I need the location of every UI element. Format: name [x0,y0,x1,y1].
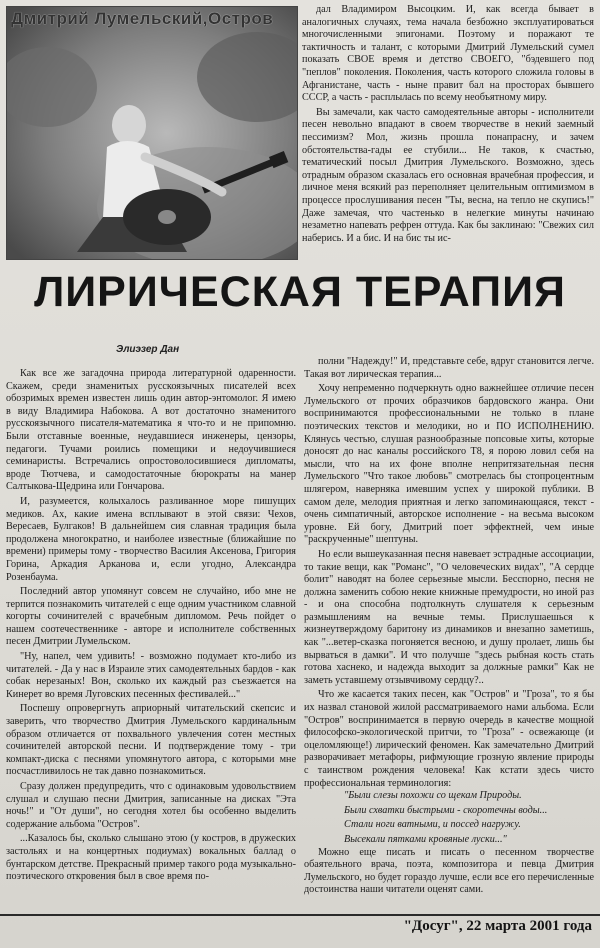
article-headline: ЛИРИЧЕСКАЯ ТЕРАПИЯ [34,268,566,316]
photo-caption: Дмитрий Лумельский,Остров [11,9,274,28]
paragraph: Сразу должен предупредить, что с одинаковым удовольствием слушал и слушаю песни Дмитрия, записанные на дисках "Эта ночь!" и "От души", но сегодня хотел бы особенно выделить содержание альбома "Остров". [6,781,296,830]
poem-line: Стали ноги ватными, и поссед нагружу. [344,819,521,831]
paragraph: дал Владимиром Высоцким. И, как всегда бывает в аналогичных случаях, тема начала безбожно эксплуатироваться многочисленными эпигонами. Поэтому и поражают те тактичность и талант, с которыми Дмитрий Лумельский сумел показать СВОЕ время и детство СВОЕГО, "бэдевшего под "пеплов" поколения. Поколения, часть которого сложила головы в Афганистане, часть - ныне правит бал на просторах бывшего СССР, а часть - расплылась по всему необъятному миру. [302,4,594,104]
closing-paragraph: Можно еще писать и писать о песенном творчестве обаятельного врача, поэта, композитора и певца Дмитрия Лумельского, но будет гораздо лучше, если все его перечисленные достоинства наши читатели оценят сами. [304,846,594,896]
column-top-right [302,4,594,256]
source-line: "Досуг", 22 марта 2001 года [403,918,592,934]
paragraph: Хочу непременно подчеркнуть одно важнейшее отличие песен Лумельского от прочих образчиков бардовского жанра. Они воспринимаются профессиональными не только в плане поэтических текстов и мелодики, но и ПО ИСПОЛНЕНИЮ. Клянусь честью, слушая разнообразные попсовые хиты, которые доносят до нас каналы российского Т8, я порою ловил себя на мысли, что на их фоне вполне непритязательная песня Лумельского "Что такое любовь" смотрелась бы стопроцентным шлягером, наверняка имевшим успех у широкой публики. В самом деле, мелодия приятная и легко запоминающаяся, текст - очень симпатичный, авторское исполнение - на весьма высоком уровне. Ей богу, Дмитрий поет эффектней, чем иные "раскрученные" шептуны. [304,383,594,546]
paragraph: Но если вышеуказанная песня навевает эстрадные ассоциации, то такие вещи, как "Романс", "О человеческих видах", "А сердце болит" наводят на более серьезные мысли. Бесспорно, песня не должна заменить собою некие книжные премудрости, но иной раз - и она способна подтолкнуть слушателя к серьезным размышлениям на вечные темы. Прислушаешься к жизнеутверждому баритону из динамиков и внезапно заметишь, как "...ветер-сказка погоняется весною, и душу пролает, лишь бы вырваться в дамки". И что получше "здесь рыбная кость стать готова хаснеко, и надежда выходит за должные рамки" Как не заметь уставшему отзывчивому сердцу?.. [304,548,594,686]
footer-rule [0,914,600,916]
paragraph: Поспешу опровергнуть априорный читательский скепсис и заверить, что творчество Дмитрия Лумельского кардинальным образом отличается от похвального увлечения сотен местных сочинителей авторской песни. И подтверждение тому - три компакт-диска с песнями упомянутого автора, с которыми мне посчастливилось не так давно познакомиться. [6,703,296,778]
poem-quote [304,790,594,846]
paragraph: полни "Надежду!" И, представьте себе, вдруг становится легче. Такая вот лирическая терапия... [304,356,594,380]
poem-line: Были схватки быстрыми - скоротечны воды... [344,804,548,816]
paragraph: Вы замечали, как часто самодеятельные авторы - исполнители песен невольно впадают в своем творчестве в некий заемный пессимизм? Мол, жизнь прошла понапрасну, и зачем обстоятельства-гады ее стубили... Не таков, к счастью, тематический посыл Дмитрия Лумельского. Возможно, здесь отрадным образом сказалась его основная врачебная профессия, и личное меня всякий раз переполняет целительным оптимизмом в процессе прослушивания песен "Ты, весна, на тепло не скупись!" Даже замечая, что частенько в нелегкие минуты начинаю незаметно напевать рефрен оттуда. Как бы заклинаю: "Свежих сил наберись. И а бис. И на бис ты ис- [302,106,594,244]
paragraph: Последний автор упомянут совсем не случайно, ибо мне не терпится познакомить читателей с еще одним участником славной когорты сочинителей с врачебным дипломом. Речь пойдет о нашем соотечественнике - авторе и исполнителе собственных песен Дмитрии Лумельском. [6,586,296,648]
paragraph: Что же касается таких песен, как "Остров" и "Гроза", то я бы их назвал становой жилой рассматриваемого нами альбома. Если "Остров" воспринимается в первую очередь в качестве мощной философско-экологической притчи, то "Гроза" - освежающе (и оцеломляюще!) лирический феномен. Как замечательно Дмитрий разворачивает метафоры, рифмующие грозную явление природы с таинством рождения человека! Как кстати здесь чисто профессиональная терминология: [304,689,594,789]
byline: Элиэзер Дан [116,344,180,355]
paragraph: "Ну, напел, чем удивить! - возможно подумает кто-либо из читателей. - Да у нас в Израиле этих самодеятельных бардов - как собак нерезаных! Вон, сколько их каждый раз съезжается на Кинерет во время Луговских песенных фестивалей..." [6,651,296,700]
paragraph: Как все же загадочна природа литературной одаренности. Скажем, среди знаменитых русскоязычных писателей всех обозримых времен известен лишь один автор-энтомолог. Я имею в виду Владимира Набокова. А вот достаточно знаменитого русскоязычного писателя-математика я что-то и не припомню. Были отставные военные, неудавшиеся инженеры, цензоры, педагоги. Тучами роились помещики и недоучившиеся семинаристы. Встречались опростоволосившиеся дипломаты, вроде Тютчева, и самодостаточные бюрократы на манер Салтыкова-Щедрина или Гончарова. [6,368,296,493]
paragraph: И, разумеется, колыхалось разливанное море пишущих медиков. Ах, какие имена всплывают в этой связи: Чехов, Вересаев, Булгаков! В дальнейшем сия славная традиция была продолжена многократно, и наиболее известные (ближайшие по времени) примеры тому - творчество Василия Аксенова, Григория Горина, Аркадия Арканова и, если угодно, Александра Розенбаума. [6,495,296,583]
poem-line: Высекали пятками кровяные луски..." [344,833,507,845]
column-left [6,368,296,898]
paragraph: ...Казалось бы, сколько слышано этою (у костров, в дружеских застольях и на концертных подиумах) вокальных баллад о бунтарском детстве. Прекрасный пример такого рода музыкально-поэтического откровения был в свое время по- [6,833,296,883]
author-photo [6,6,298,260]
guitarist-illustration [7,7,297,259]
poem-line: "Были слезы похожи со щекам Природы. [344,790,522,802]
column-right [304,356,594,898]
